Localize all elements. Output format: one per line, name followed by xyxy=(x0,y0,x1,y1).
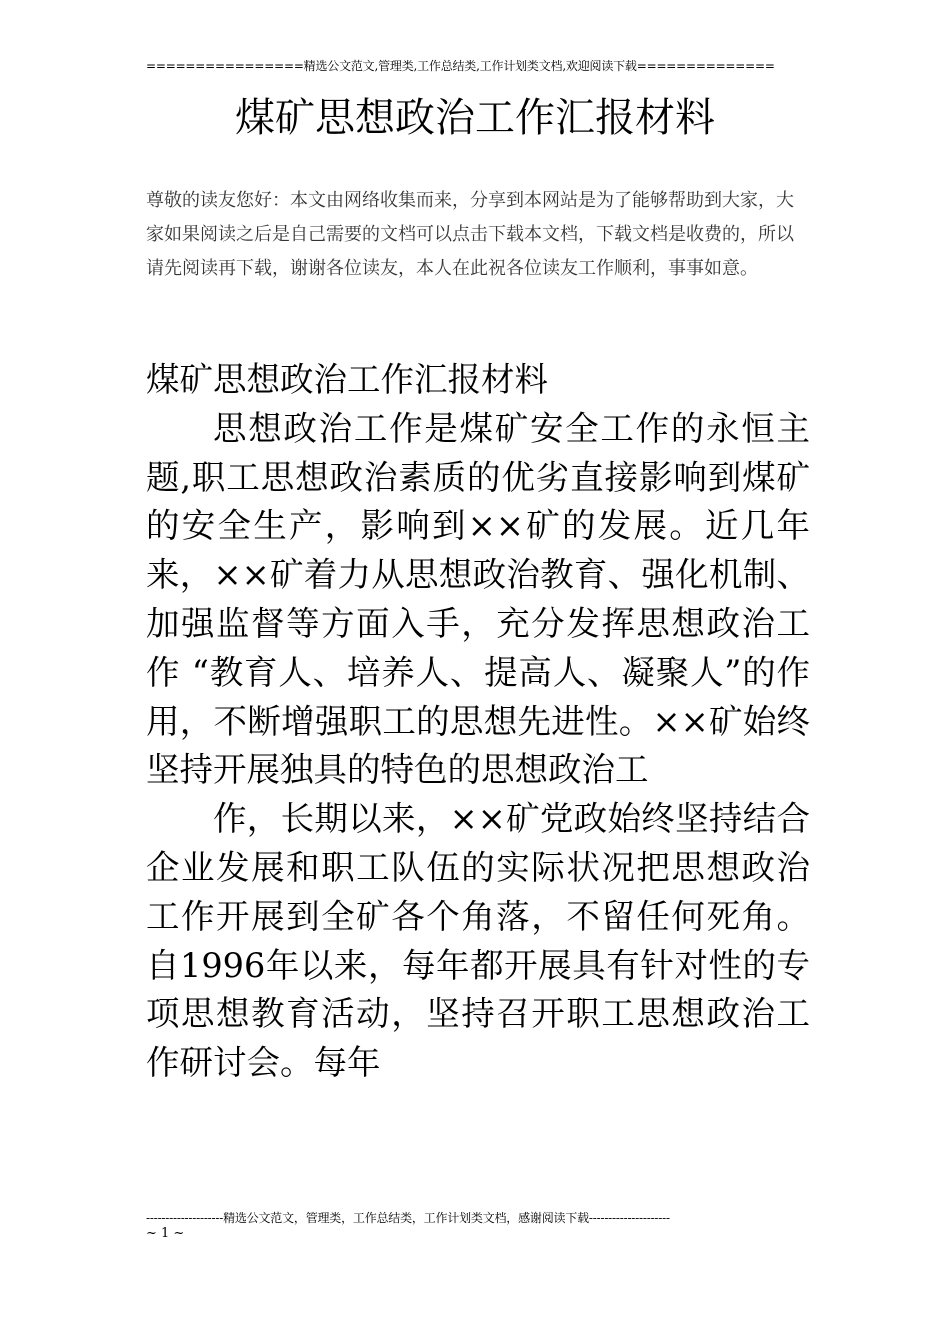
reader-notice: 尊敬的读友您好：本文由网络收集而来，分享到本网站是为了能够帮助到大家，大家如果阅读之后是自己需要的文档可以点击下载本文档，下载文档是收费的，所以请先阅读再下载，谢谢各位读友，本人在此祝各位读友工作顺利，事事如意。 xyxy=(146,190,794,279)
page-header: ================精选公文范文,管理类,工作总结类,工作计划类文档,欢迎阅读下载============== xyxy=(146,59,775,73)
section-title: 煤矿思想政治工作汇报材料 xyxy=(146,360,548,399)
paragraph: 思想政治工作是煤矿安全工作的永恒主题,职工思想政治素质的优劣直接影响到煤矿的安全生产，影响到××矿的发展。近几年来，××矿着力从思想政治教育、强化机制、加强监督等方面入手，充分发挥思想政治工作 “教育人、培养人、提高人、凝聚人”的作用，不断增强职工的思想先进性。××矿始终坚持开展独具的特色的思想政治工 xyxy=(146,408,810,790)
page-number: ~ 1 ~ xyxy=(146,1226,185,1241)
document-body xyxy=(146,356,810,1088)
document-title: 煤矿思想政治工作汇报材料 xyxy=(235,95,715,141)
page-footer: --------------------精选公文范文，管理类，工作总结类，工作计划类文档，感谢阅读下载--------------------- xyxy=(146,1211,670,1225)
paragraph: 作，长期以来，××矿党政始终坚持结合企业发展和职工队伍的实际状况把思想政治工作开展到全矿各个角落，不留任何死角。自1996年以来，每年都开展具有针对性的专项思想教育活动，坚持召开职工思想政治工作研讨会。每年 xyxy=(146,799,810,1083)
